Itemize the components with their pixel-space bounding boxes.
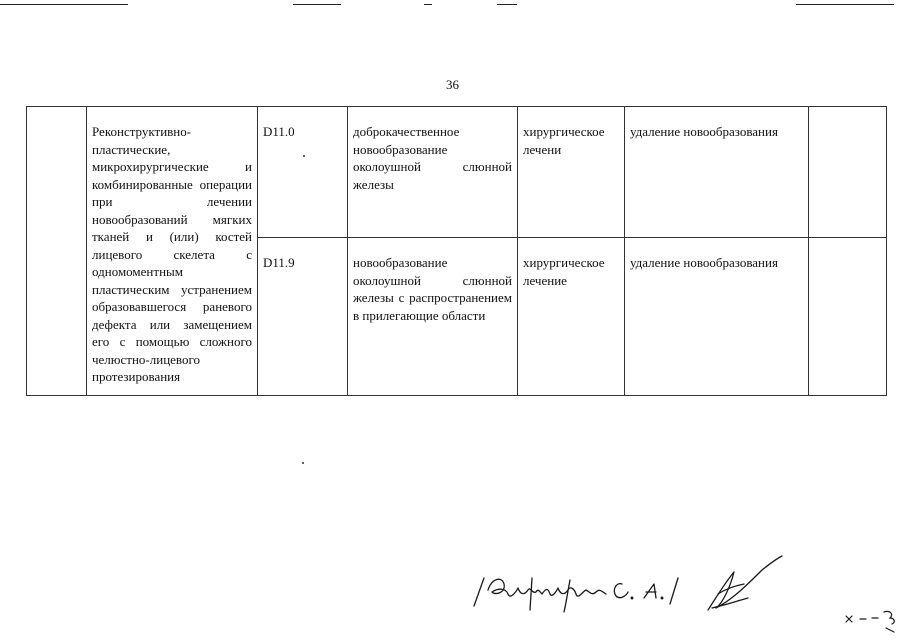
method-text: Реконструктивно-пластические, микрохирургические и комбинированные операции при лечении новообразований мягких тканей и (или) костей лицевого скелета с одномоментным пластическим устранением образовавшегося раневого дефекта или замещением его с помощью сложного челюстно-лицевого протезирования	[92, 124, 252, 384]
notes-cell	[809, 107, 887, 238]
treatment-cell	[518, 107, 625, 238]
diagnosis-text: доброкачественное новообразование околоушной слюнной железы	[353, 124, 512, 192]
scan-artifact-line	[796, 4, 894, 5]
diagnosis-cell	[348, 238, 518, 396]
diagnosis-code: D11.9	[263, 255, 295, 270]
table-row	[27, 107, 887, 238]
scan-artifact-line	[497, 4, 517, 5]
procedure-text: удаление новообразования	[630, 255, 778, 270]
code-cell	[258, 238, 348, 396]
scan-artifact-line	[424, 4, 432, 5]
diagnosis-code: D11.0	[263, 124, 295, 139]
row-number-cell	[27, 107, 87, 396]
handwritten-signature	[472, 548, 792, 618]
scan-dot	[302, 462, 304, 464]
treatment-text: хирургическое лечени	[523, 124, 605, 157]
notes-cell	[809, 238, 887, 396]
scan-corner-mark	[842, 606, 902, 636]
diagnosis-cell	[348, 107, 518, 238]
code-cell	[258, 107, 348, 238]
scan-dot	[303, 155, 305, 157]
procedure-cell	[625, 238, 809, 396]
treatment-table	[26, 106, 887, 396]
scan-artifact-line	[293, 4, 341, 5]
procedure-text: удаление новообразования	[630, 124, 778, 139]
procedure-cell	[625, 107, 809, 238]
scan-artifact-line	[0, 4, 128, 5]
diagnosis-text: новообразование околоушной слюнной железы с распространением в прилегающие области	[353, 255, 512, 323]
treatment-text: хирургическое лечение	[523, 255, 605, 288]
page-number: 36	[446, 77, 459, 92]
treatment-cell	[518, 238, 625, 396]
method-cell	[87, 107, 258, 396]
